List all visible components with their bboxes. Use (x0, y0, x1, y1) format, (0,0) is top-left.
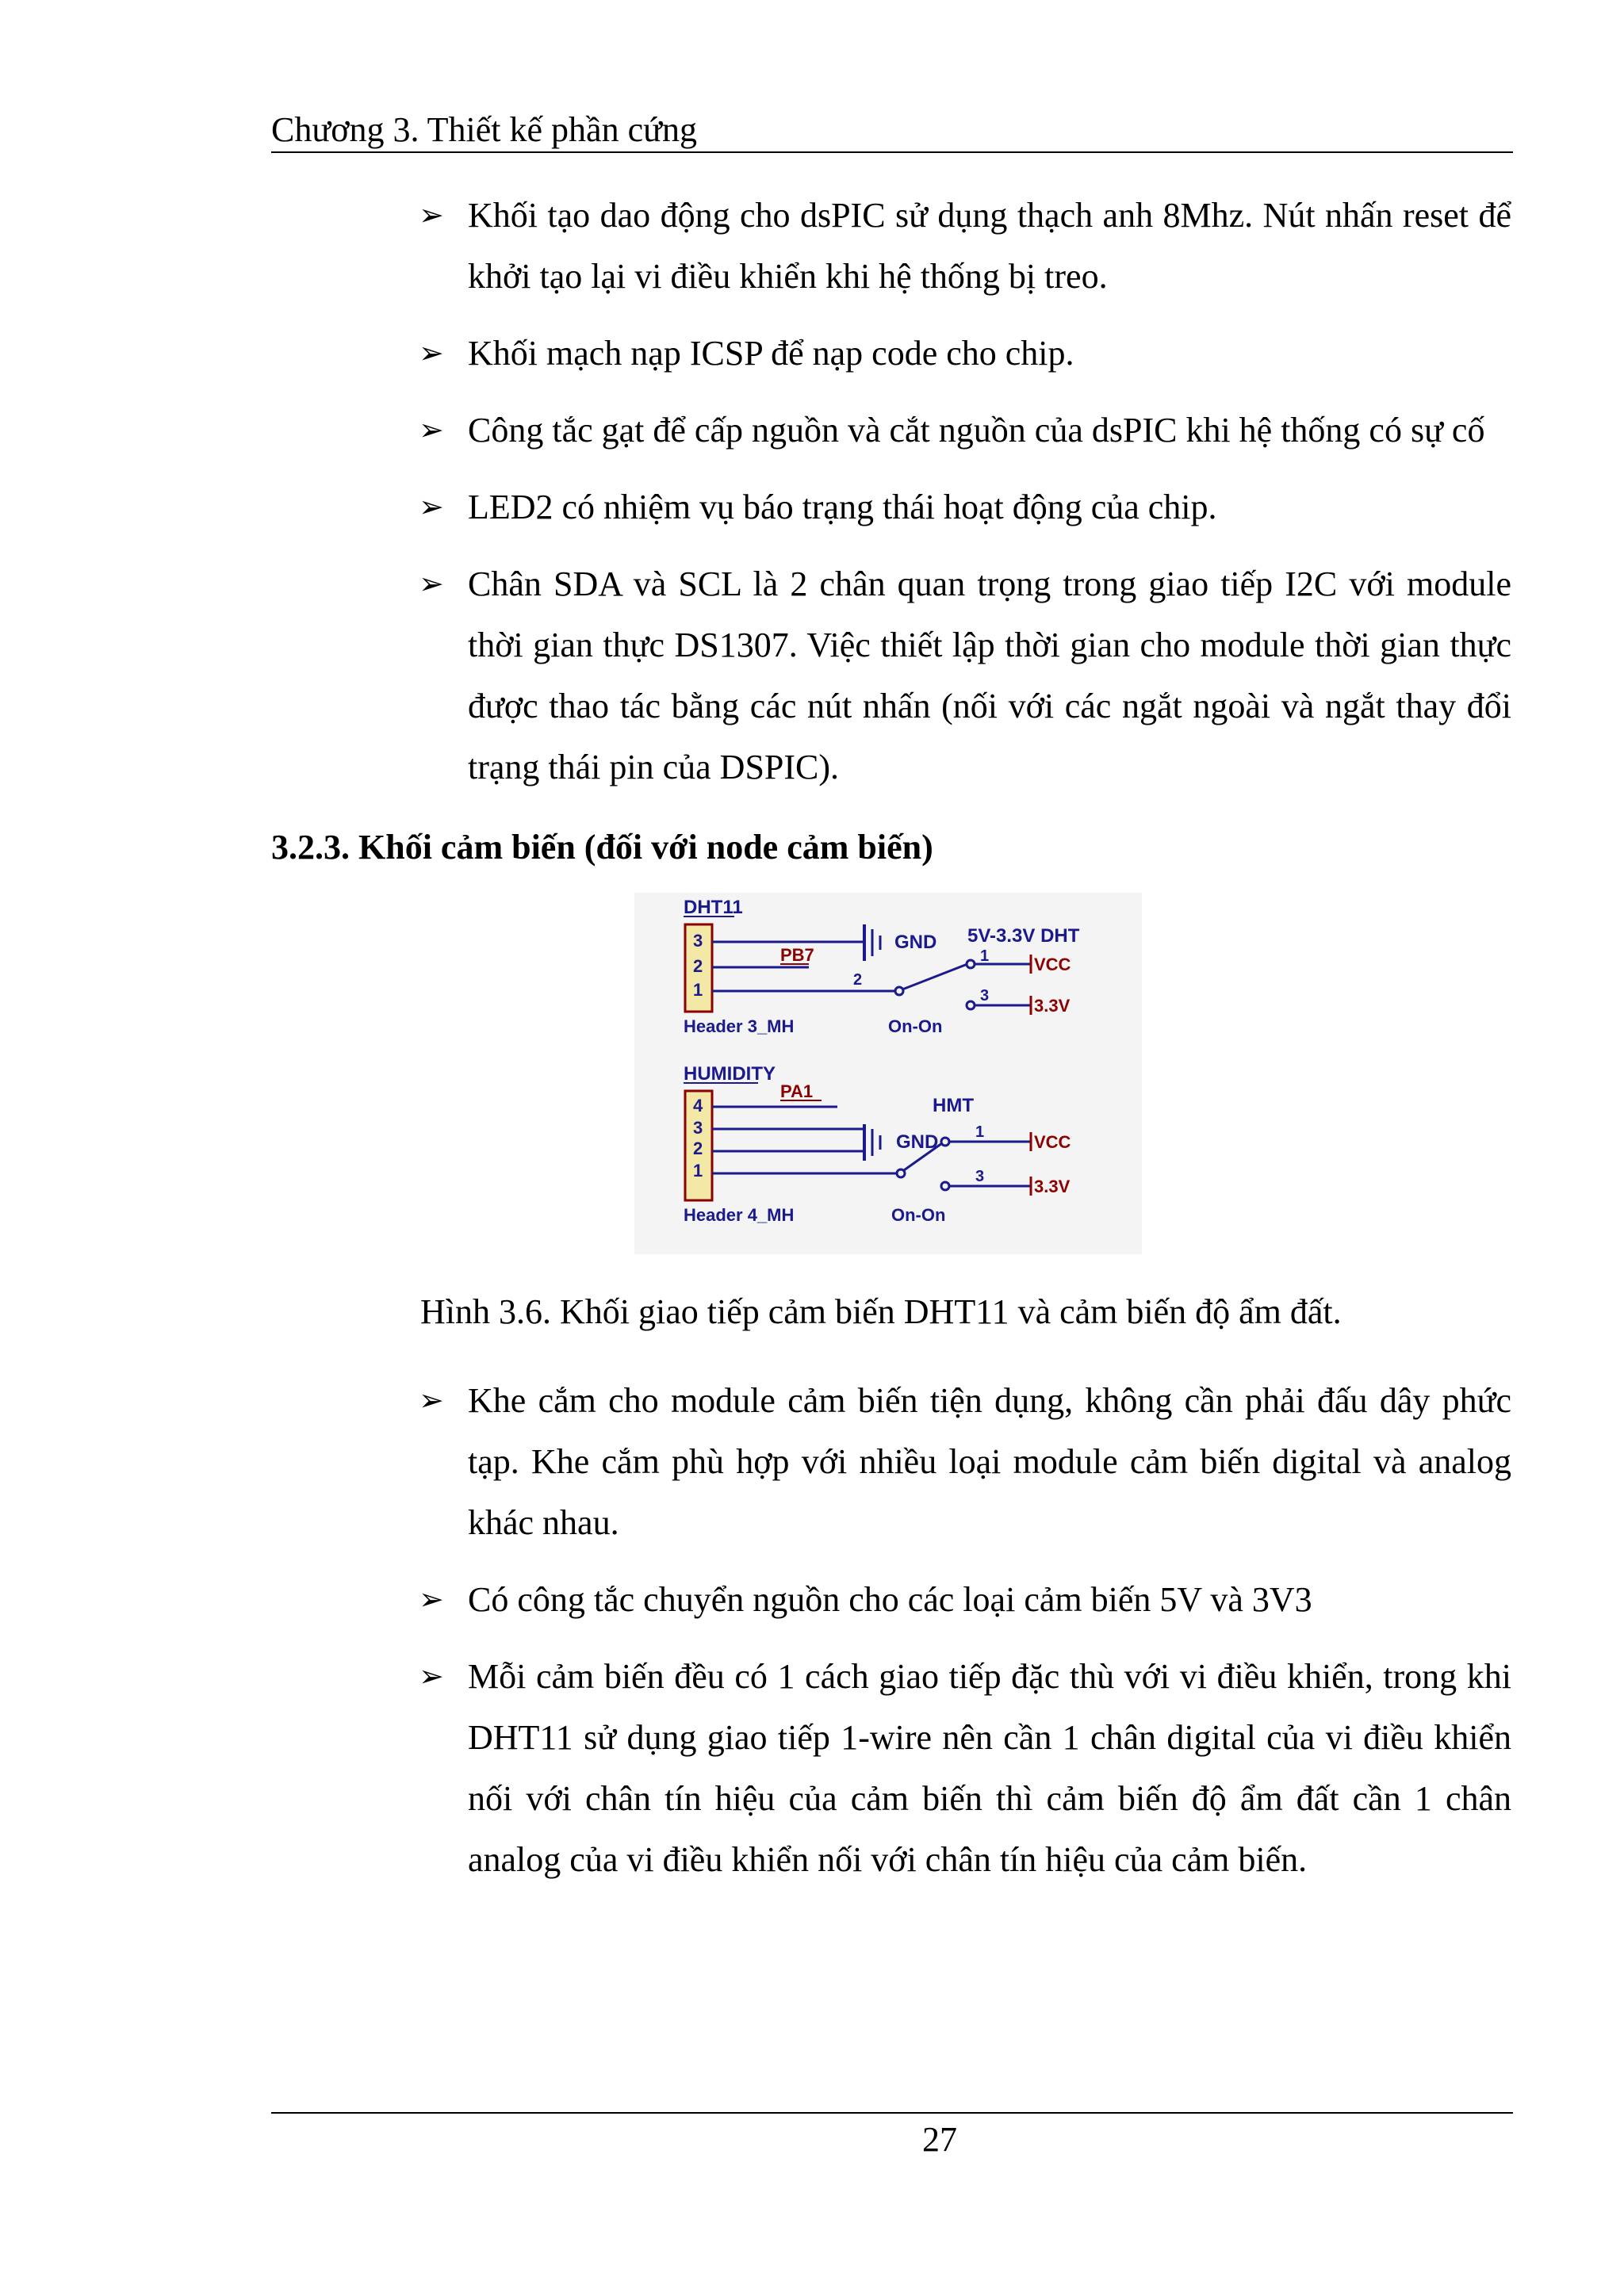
list-item (419, 1569, 1511, 1630)
header-rule (271, 151, 1513, 153)
arrowhead-bullet-icon: ➢ (419, 1659, 444, 1693)
list-item-text: Có công tắc chuyển nguồn cho các loại cảm biến 5V và 3V3 (468, 1580, 1312, 1619)
pin-number: 3 (693, 1118, 703, 1138)
list-item (419, 1646, 1511, 1890)
pin-number: 2 (853, 971, 863, 989)
list-item-text: Khối tạo dao động cho dsPIC sử dụng thạch anh 8Mhz. Nút nhấn reset để khởi tạo lại vi điều khiển khi hệ thống bị treo. (468, 196, 1511, 296)
dht11-label: DHT11 (684, 897, 743, 918)
vcc-label: VCC (1034, 1132, 1071, 1152)
vcc-label: VCC (1034, 955, 1071, 974)
v33-label: 3.3V (1034, 996, 1071, 1016)
figure-caption: Hình 3.6. Khối giao tiếp cảm biến DHT11 và cảm biến độ ẩm đất. (420, 1292, 1342, 1331)
hmt-label: HMT (933, 1095, 974, 1116)
pin-number: 1 (980, 947, 990, 965)
header4-label: Header 4_MH (684, 1205, 795, 1225)
gnd-label: GND (896, 1131, 939, 1153)
list-item-text: Chân SDA và SCL là 2 chân quan trọng trong giao tiếp I2C với module thời gian thực DS1307. Việc thiết lập thời gian cho module thời gian thực được thao tác bằng các nút nhấn (nối với các ngắt ngoài và ngắt thay đổi trạng thái pin của DSPIC). (468, 564, 1511, 786)
list-item (419, 1370, 1511, 1553)
list-item (419, 185, 1511, 307)
arrowhead-bullet-icon: ➢ (419, 566, 444, 601)
page-number: 27 (922, 2120, 957, 2159)
pin-number: 1 (693, 980, 703, 1000)
arrowhead-bullet-icon: ➢ (419, 335, 444, 370)
pin-number: 1 (693, 1161, 703, 1181)
bullet-list-top (419, 185, 1511, 813)
pin-number: 4 (693, 1096, 703, 1115)
section-heading: 3.2.3. Khối cảm biến (đối với node cảm biến) (271, 828, 933, 867)
pin-number: 2 (693, 1138, 703, 1158)
pin-number: 2 (693, 956, 703, 976)
gnd-label: GND (894, 932, 937, 953)
dht-switch-label: 5V-3.3V DHT (967, 925, 1080, 947)
list-item (419, 476, 1511, 538)
humidity-label: HUMIDITY (684, 1063, 776, 1085)
arrowhead-bullet-icon: ➢ (419, 412, 444, 447)
header3-label: Header 3_MH (684, 1016, 795, 1036)
sensor-schematic-figure (634, 893, 1142, 1254)
list-item-text: Mỗi cảm biến đều có 1 cách giao tiếp đặc thù với vi điều khiển, trong khi DHT11 sử dụng giao tiếp 1-wire nên cần 1 chân digital của vi điều khiển nối với chân tín hiệu của cảm biến thì cảm biến độ ẩm đất cần 1 chân analog của vi điều khiển nối với chân tín hiệu của cảm biến. (468, 1657, 1511, 1879)
pin-number: 3 (693, 931, 703, 951)
arrowhead-bullet-icon: ➢ (419, 1383, 444, 1418)
list-item (419, 553, 1511, 798)
list-item (419, 400, 1511, 461)
list-item-text: Công tắc gạt để cấp nguồn và cắt nguồn của dsPIC khi hệ thống có sự cố (468, 411, 1485, 450)
v33-label: 3.3V (1034, 1177, 1071, 1196)
on-on-label: On-On (891, 1205, 946, 1225)
pa1-net-label: PA1 (780, 1081, 814, 1101)
arrowhead-bullet-icon: ➢ (419, 489, 444, 524)
bullet-list-bottom (419, 1370, 1511, 1906)
page-header: Chương 3. Thiết kế phần cứng (271, 110, 697, 149)
pb7-net-label: PB7 (780, 945, 814, 965)
pin-number: 3 (980, 987, 990, 1004)
list-item-text: Khe cắm cho module cảm biến tiện dụng, không cần phải đấu dây phức tạp. Khe cắm phù hợp với nhiều loại module cảm biến digital và analog khác nhau. (468, 1381, 1511, 1542)
on-on-label: On-On (888, 1016, 943, 1036)
arrowhead-bullet-icon: ➢ (419, 1582, 444, 1617)
list-item-text: Khối mạch nạp ICSP để nạp code cho chip. (468, 334, 1074, 373)
list-item-text: LED2 có nhiệm vụ báo trạng thái hoạt động của chip. (468, 488, 1217, 526)
pin-number: 1 (975, 1123, 985, 1141)
list-item (419, 323, 1511, 384)
pin-number: 3 (975, 1168, 985, 1185)
arrowhead-bullet-icon: ➢ (419, 197, 444, 232)
